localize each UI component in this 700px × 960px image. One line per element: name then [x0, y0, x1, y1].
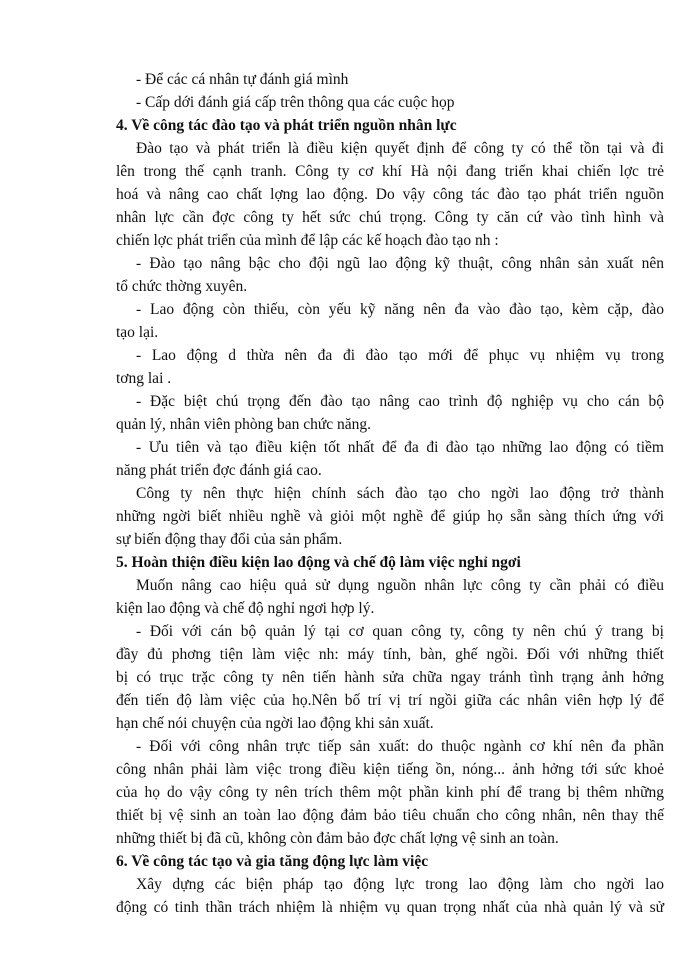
bullet-line: - Cấp dới đánh giá cấp trên thông qua các cuộc họp: [136, 94, 455, 111]
bullet-line: - Lao động còn thiếu, còn yếu kỹ năng nên đa vào đào tạo, kèm cặp, đào: [136, 301, 664, 318]
paragraph-line: của họ do vậy công ty nên trích thêm một phần kinh phí để trang bị thêm những: [116, 784, 664, 801]
paragraph-line: những ngời biết nhiều nghề và giỏi một nghề để giúp họ sẵn sàng thích ứng với: [116, 508, 664, 525]
paragraph-line: động có tinh thần trách nhiệm là nhiệm vụ quan trọng nhất của nhà quản lý và sử: [116, 899, 664, 916]
paragraph-line: hoá và nâng cao chất lợng lao động. Do vậy công tác đào tạo phát triển nguồn: [116, 186, 664, 203]
paragraph-line: công nhân phải làm việc trong điều kiện tiếng ồn, nóng... ảnh hởng tới sức khoẻ: [116, 761, 664, 778]
paragraph-line: tạo lại.: [116, 324, 159, 341]
paragraph-line: thiết bị vệ sinh an toàn lao động đảm bảo tiêu chuẩn cho công nhân, nên thay thế: [116, 807, 664, 824]
paragraph-line: chiến lợc phát triển của mình để lập các kế hoạch đào tạo nh :: [116, 232, 499, 249]
paragraph-line: lên trong thế cạnh tranh. Công ty cơ khí Hà nội đang triển khai chiến lợc trẻ: [116, 163, 664, 180]
paragraph-line: tơng lai .: [116, 370, 172, 387]
paragraph-line: đầy đủ phơng tiện làm việc nh: máy tính, bàn, ghế ngồi. Đối với những thiết: [116, 646, 664, 663]
paragraph-line: quản lý, nhân viên phòng ban chức năng.: [116, 416, 372, 433]
paragraph-line: đến tiến độ làm việc của họ.Nên bố trí vị trí ngồi giữa các nhân viên hợp lý để: [116, 692, 664, 709]
bullet-line: - Lao động d thừa nên đa đi đào tạo mới để phục vụ nhiệm vụ trong: [136, 347, 664, 364]
bullet-line: - Đào tạo nâng bậc cho đội ngũ lao động kỹ thuật, công nhân sản xuất nên: [136, 255, 664, 272]
paragraph-line: Đào tạo và phát triển là điều kiện quyết định để công ty có thể tồn tại và đi: [136, 140, 664, 157]
section-heading: 5. Hoàn thiện điều kiện lao động và chế độ làm việc nghỉ ngơi: [116, 554, 521, 571]
paragraph-line: bị có trục trặc công ty nên tiến hành sửa chữa ngay tránh tình trạng ảnh hởng: [116, 669, 664, 686]
paragraph-line: Muốn nâng cao hiệu quả sử dụng nguồn nhân lực công ty cần phải có điều: [136, 577, 664, 594]
bullet-line: - Đối với công nhân trực tiếp sản xuất: do thuộc ngành cơ khí nên đa phần: [136, 738, 664, 755]
paragraph-line: Công ty nên thực hiện chính sách đào tạo cho ngời lao động trở thành: [136, 485, 664, 502]
paragraph-line: sự biến động thay đổi của sản phẩm.: [116, 531, 343, 548]
section-heading: 4. Về công tác đào tạo và phát triển nguồn nhân lực: [116, 117, 457, 134]
paragraph-line: năng phát triển đợc đánh giá cao.: [116, 462, 322, 479]
section-heading: 6. Về công tác tạo và gia tăng động lực làm việc: [116, 853, 429, 870]
bullet-line: - Ưu tiên và tạo điều kiện tốt nhất để đa đi đào tạo những lao động có tiềm: [136, 439, 664, 456]
paragraph-line: hạn chế nói chuyện của ngời lao động khi sản xuất.: [116, 715, 434, 732]
paragraph-line: tổ chức thờng xuyên.: [116, 278, 248, 295]
paragraph-line: kiện lao động và chế độ nghỉ ngơi hợp lý.: [116, 600, 375, 617]
bullet-line: - Đối với cán bộ quản lý tại cơ quan công ty, công ty nên chú ý trang bị: [136, 623, 664, 640]
bullet-line: - Để các cá nhân tự đánh giá mình: [136, 71, 349, 88]
bullet-line: - Đặc biệt chú trọng đến đào tạo nâng cao trình độ nghiệp vụ cho cán bộ: [136, 393, 664, 410]
paragraph-line: những thiết bị đã cũ, không còn đảm bảo đợc chất lợng vệ sinh an toàn.: [116, 830, 559, 847]
paragraph-line: Xây dựng các biện pháp tạo động lực trong lao động làm cho ngời lao: [136, 876, 664, 893]
paragraph-line: nhân lực cần đợc công ty hết sức chú trọng. Công ty căn cứ vào tình hình và: [116, 209, 664, 226]
